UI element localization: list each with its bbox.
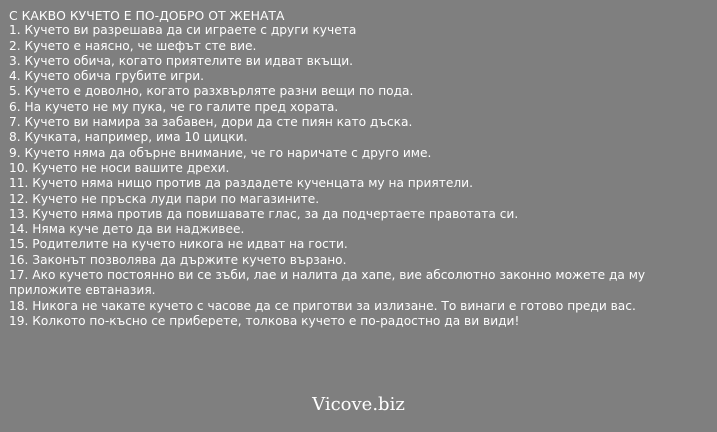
- site-watermark: Vicove.biz: [312, 394, 405, 415]
- list-item-4: 4. Кучето обича грубите игри.: [9, 69, 205, 84]
- joke-text-block: [9, 8, 709, 329]
- list-item-2: 2. Кучето е наясно, че шефът сте вие.: [9, 38, 257, 53]
- list-item-1: 1. Кучето ви разрешава да си играете с други кучета: [9, 23, 357, 38]
- list-item-19: 19. Колкото по-късно се приберете, толкова кучето е по-радостно да ви види!: [9, 313, 520, 328]
- list-item-16: 16. Законът позволява да държите кучето вързано.: [9, 252, 347, 267]
- list-item-6: 6. На кучето не му пука, че го галите пред хората.: [9, 99, 339, 114]
- list-item-9: 9. Кучето няма да обърне внимание, че го наричате с друго име.: [9, 145, 432, 160]
- list-item-15: 15. Родителите на кучето никога не идват на гости.: [9, 237, 348, 252]
- list-item-7: 7. Кучето ви намира за забавен, дори да сте пиян като дъска.: [9, 115, 413, 130]
- list-item-13: 13. Кучето няма против да повишавате глас, за да подчертаете правотата си.: [9, 206, 519, 221]
- joke-title: С КАКВО КУЧЕТО Е ПО-ДОБРО ОТ ЖЕНАТА: [9, 8, 285, 23]
- list-item-12: 12. Кучето не пръска луди пари по магазините.: [9, 191, 320, 206]
- list-item-14: 14. Няма куче дето да ви надживее.: [9, 222, 245, 237]
- list-item-18: 18. Никога не чакате кучето с часове да се приготви за излизане. То винаги е готово преди вас.: [9, 298, 636, 313]
- list-item-3: 3. Кучето обича, когато приятелите ви идват вкъщи.: [9, 53, 354, 68]
- list-item-8: 8. Кучката, например, има 10 цицки.: [9, 130, 248, 145]
- list-item-17: 17. Ако кучето постоянно ви се зъби, лае и налита да хапе, вие абсолютно законно можете да му приложите евтаназия.: [9, 268, 646, 298]
- list-item-11: 11. Кучето няма нищо против да раздадете кученцата му на приятели.: [9, 176, 473, 191]
- list-item-10: 10. Кучето не носи вашите дрехи.: [9, 160, 230, 175]
- list-item-5: 5. Кучето е доволно, когато разхвърляте разни вещи по пода.: [9, 84, 414, 99]
